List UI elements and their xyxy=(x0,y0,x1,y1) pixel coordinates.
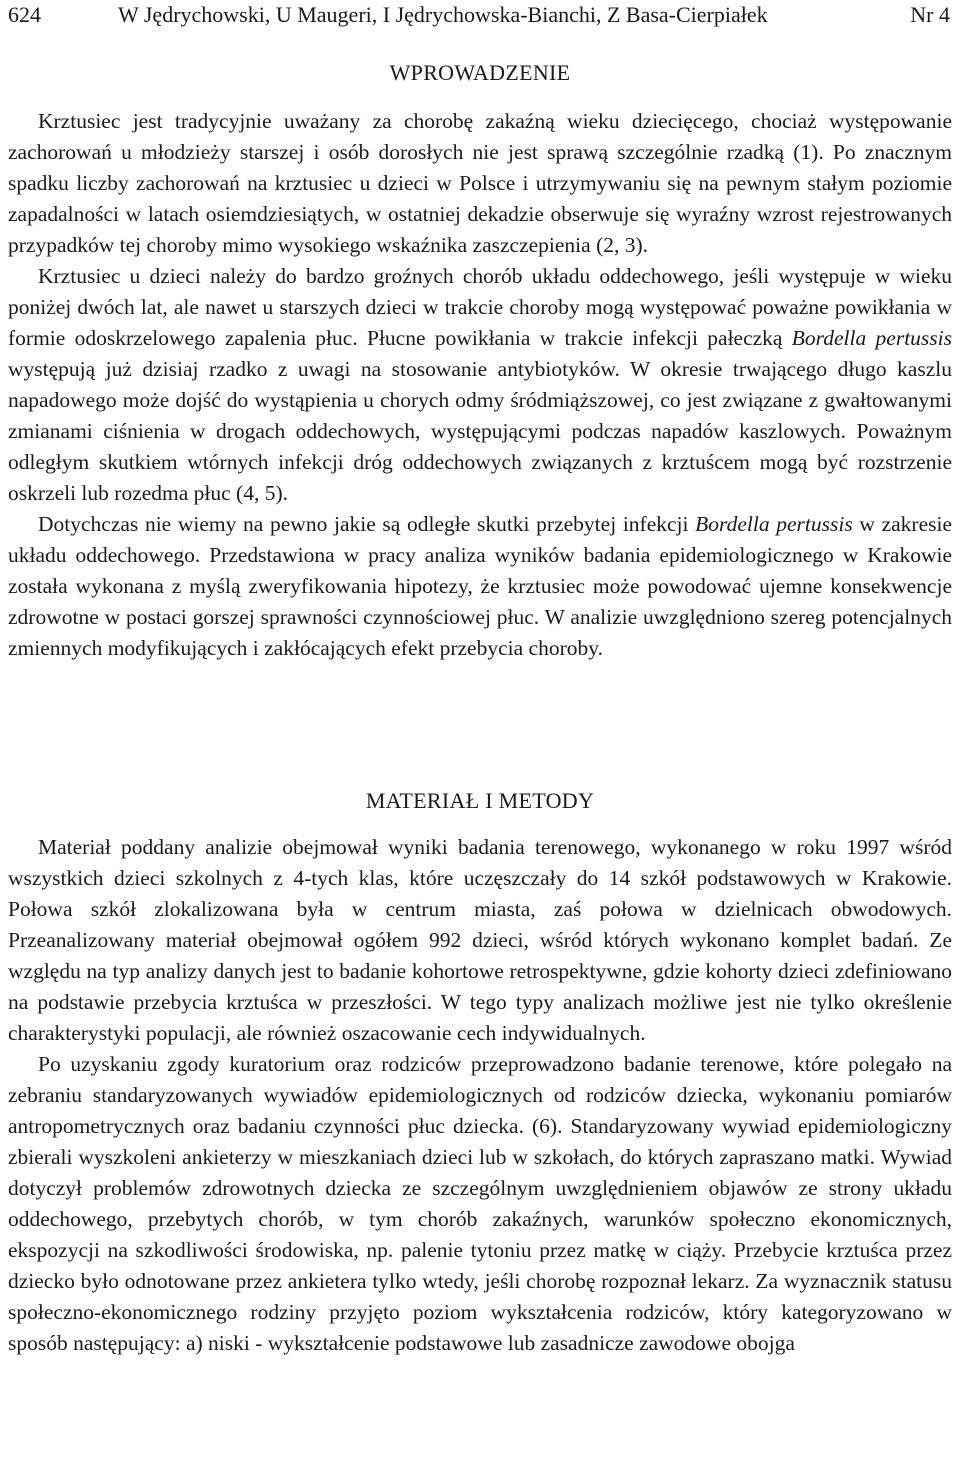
introduction-body xyxy=(8,106,952,664)
paragraph: Dotychczas nie wiemy na pewno jakie są odległe skutki przebytej infekcji Bordella pertussis w zakresie układu oddechowego. Przedstawiona w pracy analiza wyników badania epidemiologicznego w Krakowie została wykonana z myślą zweryfikowania hipotezy, że krztusiec może powodować ujemne konsekwencje zdrowotne w postaci gorszej sprawności czynnościowej płuc. W analizie uwzględniono szereg potencjalnych zmiennych modyfikujących i zakłócających efekt przebycia choroby. xyxy=(8,512,952,660)
section-title-introduction: WPROWADZENIE xyxy=(389,60,571,85)
paragraph: Krztusiec jest tradycyjnie uważany za chorobę zakaźną wieku dziecięcego, chociaż występowanie zachorowań u młodzieży starszej i osób dorosłych nie jest sprawą szczególnie rzadką (1). Po znacznym spadku liczby zachorowań na krztusiec u dzieci w Polsce i utrzymywaniu się na pewnym stałym poziomie zapadalności w latach osiemdziesiątych, w ostatniej dekadzie obserwuje się wyraźny wzrost rejestrowanych przypadków tej choroby mimo wysokiego wskaźnika zaszczepienia (2, 3). xyxy=(8,109,952,257)
page-number: 624 xyxy=(8,2,41,27)
paragraph: Po uzyskaniu zgody kuratorium oraz rodziców przeprowadzono badanie terenowe, które polegało na zebraniu standaryzowanych wywiadów epidemiologicznych od rodziców dziecka, wykonaniu pomiarów antropometrycznych oraz badaniu czynności płuc dziecka. (6). Standaryzowany wywiad epidemiologiczny zbierali wyszkoleni ankieterzy w mieszkaniach dzieci lub w szkołach, do których zapraszano matki. Wywiad dotyczył problemów zdrowotnych dziecka ze szczególnym uwzględnieniem objawów ze strony układu oddechowego, przebytych chorób, w tym chorób zakaźnych, warunków społeczno ekonomicznych, ekspozycji na szkodliwości środowiska, np. palenie tytoniu przez matkę w ciąży. Przebycie krztuśca przez dziecko było odnotowane przez ankietera tylko wtedy, jeśli chorobę rozpoznał lekarz. Za wyznacznik statusu społeczno-ekonomicznego rodziny przyjęto poziom wykształcenia rodziców, który kategoryzowano w sposób następujący: a) niski - wykształcenie podstawowe lub zasadnicze zawodowe obojga xyxy=(8,1052,952,1355)
section-title-methods: MATERIAŁ I METODY xyxy=(365,788,595,813)
methods-body xyxy=(8,832,952,1359)
running-header xyxy=(8,0,950,30)
species-name: Bordella pertussis xyxy=(791,326,952,350)
species-name: Bordella pertussis xyxy=(695,512,853,536)
paragraph: Materiał poddany analizie obejmował wyniki badania terenowego, wykonanego w roku 1997 wśród wszystkich dzieci szkolnych z 4-tych klas, które uczęszczały do 14 szkół podstawowych w Krakowie. Połowa szkół zlokalizowana była w centrum miasta, zaś połowa w dzielnicach obwodowych. Przeanalizowany materiał obejmował ogółem 992 dzieci, wśród których wykonano komplet badań. Ze względu na typ analizy danych jest to badanie kohortowe retrospektywne, gdzie kohorty dzieci zdefiniowano na podstawie przebycia krztuśca w przeszłości. W tego typy analizach możliwe jest nie tylko określenie charakterystyki populacji, ale również oszacowanie cech indywidualnych. xyxy=(8,835,952,1045)
paragraph: Krztusiec u dzieci należy do bardzo groźnych chorób układu oddechowego, jeśli występuje w wieku poniżej dwóch lat, ale nawet u starszych dzieci w trakcie choroby mogą występować poważne powikłania w formie odoskrzelowego zapalenia płuc. Płucne powikłania w trakcie infekcji pałeczką Bordella pertussis występują już dzisiaj rzadko z uwagi na stosowanie antybiotyków. W okresie trwającego długo kaszlu napadowego może dojść do wystąpienia u chorych odmy śródmiąższowej, co jest związane z gwałtowanymi zmianami ciśnienia w drogach oddechowych, występującymi podczas napadów kaszlowych. Poważnym odległym skutkiem wtórnych infekcji dróg oddechowych związanych z krztuścem mogą być rozstrzenie oskrzeli lub rozedma płuc (4, 5). xyxy=(8,264,952,505)
header-authors: W Jędrychowski, U Maugeri, I Jędrychowska-Bianchi, Z Basa-Cierpiałek xyxy=(118,2,768,27)
issue-number: Nr 4 xyxy=(910,2,950,27)
